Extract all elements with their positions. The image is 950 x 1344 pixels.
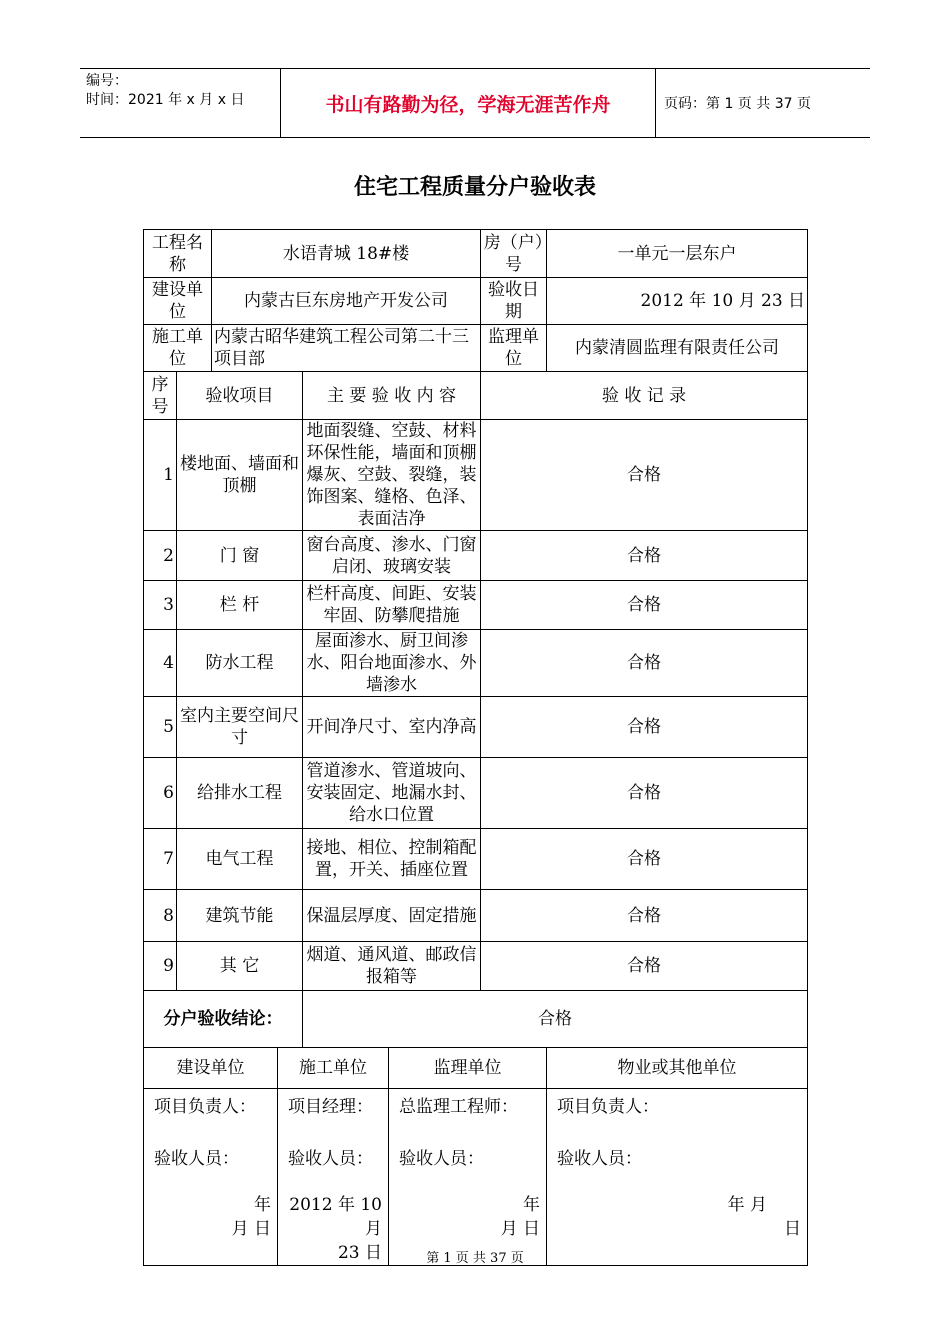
row-item: 建筑节能 — [177, 890, 303, 942]
row-item: 给排水工程 — [177, 758, 303, 829]
row-item: 门 窗 — [177, 531, 303, 581]
row-record: 合格 — [481, 420, 808, 531]
row-record: 合格 — [481, 829, 808, 890]
house-no-label: 房（户）号 — [481, 230, 547, 278]
row-content: 接地、相位、控制箱配置，开关、插座位置 — [303, 829, 481, 890]
row-item: 防水工程 — [177, 630, 303, 697]
table-row — [144, 581, 808, 630]
info-row-1 — [144, 230, 808, 278]
row-record: 合格 — [481, 890, 808, 942]
row-content: 保温层厚度、固定措施 — [303, 890, 481, 942]
row-record: 合格 — [481, 697, 808, 758]
document-title: 住宅工程质量分户验收表 — [353, 175, 596, 200]
date-label: 验收日期 — [481, 278, 547, 325]
col-content-header: 主 要 验 收 内 容 — [303, 372, 481, 420]
code-label: 编号： — [86, 73, 128, 89]
row-no: 8 — [144, 890, 177, 942]
sign-date-year: 年 — [523, 1195, 541, 1215]
sign-date-md: 月 日 — [500, 1219, 541, 1239]
header-page-code: 页码：第 1 页 共 37 页 — [664, 96, 811, 112]
builder: 内蒙古巨东房地产开发公司 — [212, 278, 481, 325]
unit-property: 物业或其他单位 — [547, 1048, 808, 1089]
row-record: 合格 — [481, 942, 808, 991]
sign-date-year: 年 月 — [727, 1195, 768, 1215]
row-content: 地面裂缝、空鼓、材料环保性能，墙面和顶棚爆灰、空鼓、裂缝，装饰图案、缝格、色泽、表面洁净 — [303, 420, 481, 531]
unit-contractor: 施工单位 — [278, 1048, 389, 1089]
builder-label: 建设单位 — [144, 278, 212, 325]
row-no: 4 — [144, 630, 177, 697]
row-item: 其 它 — [177, 942, 303, 991]
row-content: 管道渗水、管道坡向、安装固定、地漏水封、给水口位置 — [303, 758, 481, 829]
table-row — [144, 630, 808, 697]
row-no: 2 — [144, 531, 177, 581]
conclusion-label: 分户验收结论： — [144, 991, 303, 1048]
row-no: 9 — [144, 942, 177, 991]
page-header — [80, 68, 870, 138]
row-content: 开间净尺寸、室内净高 — [303, 697, 481, 758]
supervisor-label: 监理单位 — [481, 325, 547, 372]
leader-label: 项目负责人： — [557, 1097, 660, 1117]
table-row — [144, 420, 808, 531]
row-item: 楼地面、墙面和顶棚 — [177, 420, 303, 531]
row-record: 合格 — [481, 758, 808, 829]
row-content: 烟道、通风道、邮政信报箱等 — [303, 942, 481, 991]
contractor-label: 施工单位 — [144, 325, 212, 372]
row-no: 5 — [144, 697, 177, 758]
signature-row — [144, 1089, 808, 1266]
unit-builder: 建设单位 — [144, 1048, 278, 1089]
row-record: 合格 — [481, 531, 808, 581]
conclusion-row — [144, 991, 808, 1048]
supervisor: 内蒙清圆监理有限责任公司 — [547, 325, 808, 372]
table-header-row — [144, 372, 808, 420]
sign-date-year: 年 — [254, 1195, 271, 1215]
info-row-2 — [144, 278, 808, 325]
row-content: 栏杆高度、间距、安装牢固、防攀爬措施 — [303, 581, 481, 630]
inspector-label: 验收人员： — [399, 1149, 484, 1169]
sign-date-md: 月 日 — [231, 1219, 271, 1239]
row-no: 7 — [144, 829, 177, 890]
table-row — [144, 829, 808, 890]
time-label: 时间：2021 年 x 月 x 日 — [86, 92, 245, 108]
table-row — [144, 942, 808, 991]
signature-builder — [144, 1089, 278, 1266]
header-motto: 书山有路勤为径，学海无涯苦作舟 — [280, 69, 656, 137]
row-no: 3 — [144, 581, 177, 630]
unit-supervisor: 监理单位 — [389, 1048, 547, 1089]
sign-date-year: 2012 年 10 月 — [289, 1195, 382, 1239]
col-no-header: 序号 — [144, 372, 177, 420]
signature-units-row — [144, 1048, 808, 1089]
page-footer: 第 1 页 共 37 页 — [426, 1251, 524, 1266]
conclusion-value: 合格 — [303, 991, 808, 1048]
leader-label: 总监理工程师： — [399, 1097, 518, 1117]
signature-contractor — [278, 1089, 389, 1266]
table-row — [144, 890, 808, 942]
leader-label: 项目负责人： — [154, 1097, 256, 1117]
row-item: 室内主要空间尺寸 — [177, 697, 303, 758]
sign-date-md: 23 日 — [337, 1243, 382, 1263]
header-meta — [80, 69, 280, 137]
row-no: 1 — [144, 420, 177, 531]
inspector-label: 验收人员： — [154, 1149, 239, 1169]
inspector-label: 验收人员： — [288, 1149, 373, 1169]
contractor: 内蒙古昭华建筑工程公司第二十三项目部 — [212, 325, 481, 372]
table-row — [144, 531, 808, 581]
sign-date-md: 日 — [784, 1219, 802, 1239]
row-record: 合格 — [481, 630, 808, 697]
col-record-header: 验 收 记 录 — [481, 372, 808, 420]
acceptance-table — [143, 229, 808, 1266]
project-name: 水语青城 18#楼 — [212, 230, 481, 278]
table-row — [144, 697, 808, 758]
signature-supervisor — [389, 1089, 547, 1266]
row-record: 合格 — [481, 581, 808, 630]
table-row — [144, 758, 808, 829]
row-item: 电气工程 — [177, 829, 303, 890]
info-row-3 — [144, 325, 808, 372]
row-content: 屋面渗水、厨卫间渗水、阳台地面渗水、外墙渗水 — [303, 630, 481, 697]
house-no: 一单元一层东户 — [547, 230, 808, 278]
leader-label: 项目经理： — [288, 1097, 373, 1117]
project-name-label: 工程名称 — [144, 230, 212, 278]
acceptance-date: 2012 年 10 月 23 日 — [547, 278, 808, 325]
row-content: 窗台高度、渗水、门窗启闭、玻璃安装 — [303, 531, 481, 581]
row-no: 6 — [144, 758, 177, 829]
col-item-header: 验收项目 — [177, 372, 303, 420]
row-item: 栏 杆 — [177, 581, 303, 630]
inspector-label: 验收人员： — [557, 1149, 643, 1169]
signature-property — [547, 1089, 808, 1266]
